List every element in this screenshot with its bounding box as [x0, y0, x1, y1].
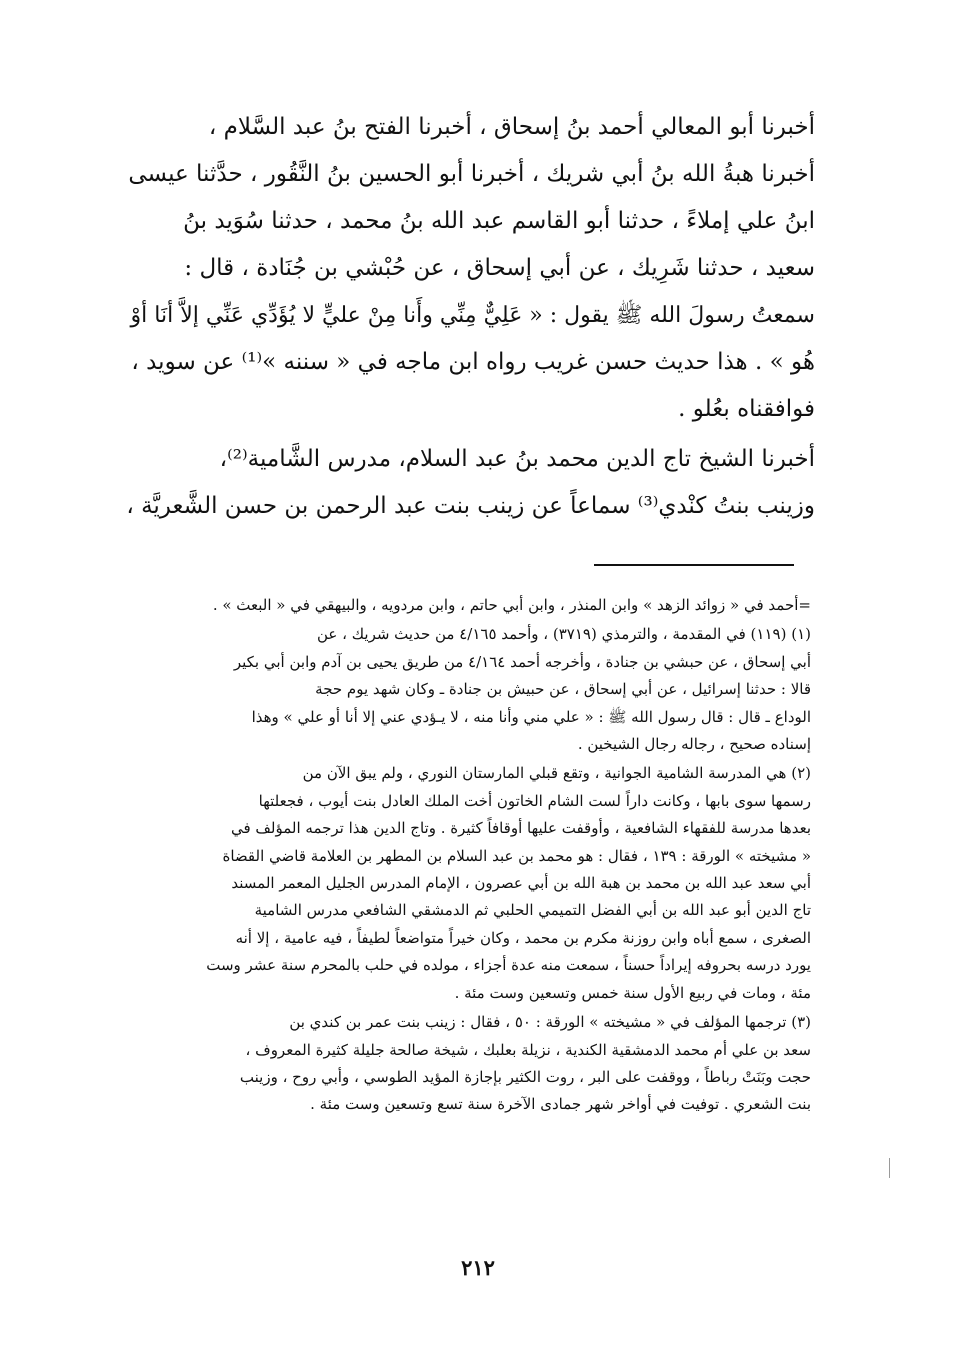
text-line: وزينب بنتُ كنْدي⁽³⁾ سماعاً عن زينب بنت عبد الرحمن بن حسن الشَّعريَّة ،	[126, 493, 815, 519]
footnote-line: بعدها مدرسة للفقهاء الشافعية ، وأوقفت عليها أوقافاً كثيرة . وتاج الدين هذا ترجمه المؤلف في	[230, 819, 811, 838]
text-line: أخبرنا أبو المعالي أحمد بنُ إسحاق ، أخبرنا الفتح بنُ عبد السَّلام ،	[208, 114, 815, 140]
text-line: سعيد ، حدثنا شَرِيك ، عن أبي إسحاق ، عن حُبْشي بن جُنَادة ، قال :	[184, 255, 815, 281]
footnotes	[125, 592, 811, 1119]
footnote-line: أبي إسحاق ، عن حبشي بن جنادة ، وأخرجه أحمد ٤/١٦٤ من طريق يحيى بن آدم وابن أبي بكير	[233, 652, 811, 671]
footnote-line: (٣) ترجمها المؤلف في « مشيخته » الورقة : ٥٠ ، فقال : زينب بنت عمر بن كندي بن	[289, 1013, 811, 1032]
footnote-1	[125, 621, 811, 758]
footnote-line: إسناده صحيح ، رجاله رجال الشيخين .	[577, 735, 811, 754]
footnote-line: تاج الدين أبو عبد الله بن أبي الفضل التميمي الحلبي ثم الدمشقي الشافعي مدرس الشامية	[254, 901, 811, 920]
footnote-line: قالا : حدثنا إسرائيل ، عن أبي إسحاق ، عن حبيش بن جنادة ـ وكان شهد يوم حجة	[315, 680, 811, 699]
main-text	[125, 104, 815, 530]
footnote-line: الوداع ـ قال : قال رسول الله ﷺ : « علي مني وأنا منه ، لا يـؤدي عني إلا أنا أو علي » وهذا	[251, 707, 811, 726]
footnote-continuation	[125, 592, 811, 619]
footnote-line: رسمها سوى بابها ، وكانت داراً لست الشام الخاتون أخت الملك العادل بنت أيوب ، فجعلتها	[258, 791, 811, 810]
footnote-line: سعد بن علي أم محمد الدمشقية الكندية ، نزيلة بعلبك ، شيخة صالحة جليلة كثيرة المعروف ،	[245, 1040, 811, 1059]
footnote-line: الصغرى ، سمع أباه وابن روزنة مكرم بن محمد ، وكان خيراً متواضعاً لطيفاً ، فيه عامية ، إلا أنه	[235, 928, 811, 947]
footnote-line: بنت الشعري . توفيت في أواخر شهر جمادى الآخرة سنة تسع وتسعين وست مئة .	[310, 1095, 811, 1114]
footnote-line: يورد درسه بحروفه إيراداً حسناً ، سمعت منه عدة أجزاء ، مولده في حلب بالمحرم سنة عشر وست	[206, 956, 811, 975]
footnote-line: =أحمد في « زوائد الزهد » وابن المنذر ، وابن أبي حاتم ، وابن مردويه ، والبيهقي في « البعث » .	[212, 596, 811, 614]
footnote-line: أبي سعد عبد الله بن محمد بن هبة الله بن أبي عصرون ، الإمام المدرس الجليل المعمر المسند	[231, 874, 811, 893]
footnote-divider	[594, 564, 794, 566]
text-line: هُو » . هذا حديث حسن غريب رواه ابن ماجه في « سننه »⁽¹⁾ عن سويد ،	[131, 349, 815, 375]
footnote-2	[125, 760, 811, 1007]
page-number: ٢١٢	[461, 1255, 495, 1280]
text-line: سمعتُ رسولَ الله ﷺ يقول : « عَلِيٌّ مِنِّي وأَنا مِنْ عليٍّ لا يُؤَدِّي عَنِّي إلاَّ أنَا أوْ	[130, 303, 815, 328]
footnote-3	[125, 1009, 811, 1119]
footnote-line: « مشيخته » الورقة : ١٣٩ ، فقال : هو محمد بن عبد السلام بن المطهر بن العلامة قاضي القضاة	[222, 846, 811, 865]
text-line: أخبرنا الشيخ تاج الدين محمد بنُ عبد السلام، مدرس الشَّامية⁽²⁾،	[219, 446, 815, 472]
footnote-line: (٢) هي المدرسة الشامية الجوانية ، وتقع قبلي المارستان النوري ، ولم يبق الآن من	[302, 764, 811, 783]
text-line: فوافقناه بعُلو .	[678, 396, 815, 422]
footnote-line: (١) (١١٩) في المقدمة ، والترمذي (٣٧١٩) ، وأحمد ٤/١٦٥ من حديث شريك ، عن	[317, 625, 811, 644]
main-paragraph	[125, 104, 815, 433]
text-line: ابنُ علي إملاءً ، حدثنا أبو القاسم عبد الله بنُ محمد ، حدثنا سُوَيد بنُ	[183, 208, 815, 234]
footnote-line: مئة ، ومات في ربيع الأول سنة خمس وتسعين وست مئة .	[454, 983, 811, 1002]
main-paragraph	[125, 436, 815, 530]
text-line: أخبرنا هبةُ الله بنُ أبي شريك ، أخبرنا أبو الحسين بنُ النَّقُور ، حدَّثنا عيسى	[128, 161, 815, 187]
footnote-line: حجت وبَنَتْ رباطاً ، ووقفت على البر ، روت الكثير بإجازة المؤيد الطوسي ، وأبي روح ، وزينب	[239, 1067, 811, 1086]
scan-edge-mark	[889, 1158, 890, 1178]
